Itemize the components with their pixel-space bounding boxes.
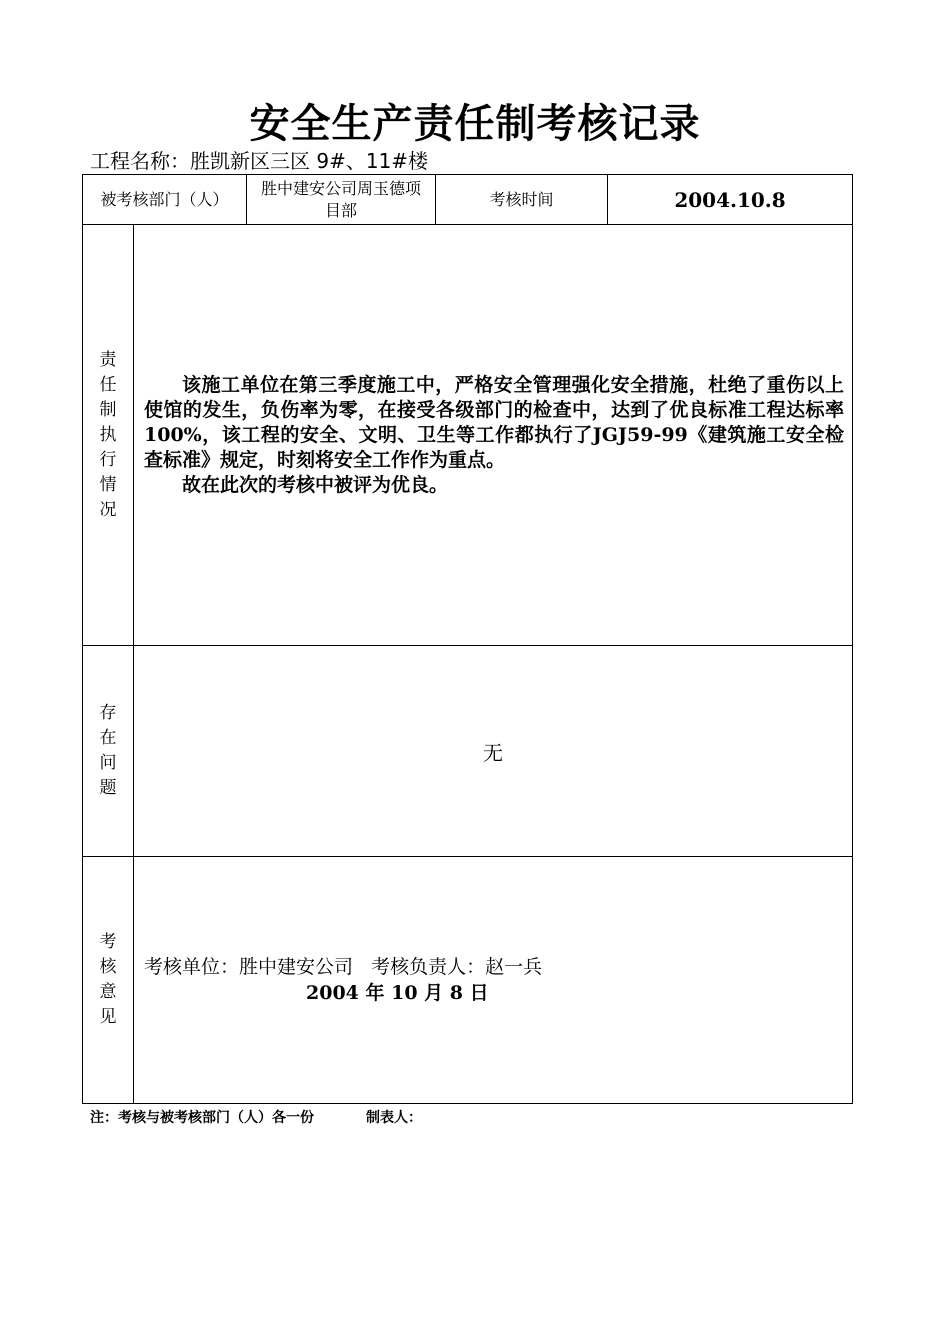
label-char: 制 — [99, 399, 117, 420]
maker-label: 制表人： — [366, 1110, 422, 1126]
time-value: 2004.10.8 — [608, 175, 853, 225]
label-char: 况 — [99, 499, 117, 520]
opinion-date: 2004 年 10 月 8 日 — [306, 982, 489, 1004]
problems-value: 无 — [134, 646, 853, 857]
note-text: 注：考核与被考核部门（人）各一份 — [90, 1110, 314, 1126]
execution-conclusion: 故在此次的考核中被评为优良。 — [182, 473, 449, 496]
label-char: 任 — [99, 374, 117, 395]
label-char: 执 — [99, 424, 117, 445]
opinion-signers: 考核单位：胜中建安公司 考核负责人：赵一兵 — [144, 956, 543, 978]
label-char: 意 — [99, 982, 117, 1002]
label-char: 问 — [99, 753, 117, 773]
label-char: 情 — [99, 474, 117, 495]
record-table — [82, 174, 853, 1104]
execution-content — [134, 225, 853, 646]
label-char: 考 — [99, 932, 117, 952]
footer-note — [90, 1108, 422, 1128]
opinion-row — [83, 857, 853, 1104]
execution-label — [83, 225, 134, 646]
problems-row — [83, 646, 853, 857]
label-char: 责 — [99, 349, 117, 370]
opinion-label — [83, 857, 134, 1104]
execution-row — [83, 225, 853, 646]
label-char: 见 — [99, 1007, 117, 1027]
department-value: 胜中建安公司周玉德项目部 — [247, 175, 436, 225]
problems-label — [83, 646, 134, 857]
document-title: 安全生产责任制考核记录 — [249, 101, 701, 147]
label-char: 核 — [99, 957, 117, 977]
label-char: 在 — [99, 728, 117, 748]
department-label: 被考核部门（人） — [83, 175, 247, 225]
time-label: 考核时间 — [436, 175, 608, 225]
opinion-content — [134, 857, 853, 1104]
label-char: 存 — [99, 703, 117, 723]
execution-paragraph: 该施工单位在第三季度施工中，严格安全管理强化安全措施，杜绝了重伤以上使馆的发生，负伤率为零，在接受各级部门的检查中，达到了优良标准工程达标率 100%，该工程的安全、文明、卫生等工作都执行了JGJ59-99《建筑施工安全检查标准》规定，时刻将安全工作作为重点。 — [144, 373, 845, 471]
label-char: 行 — [99, 449, 117, 470]
header-row — [83, 175, 853, 225]
project-name: 工程名称：胜凯新区三区 9#、11#楼 — [90, 149, 429, 173]
label-char: 题 — [99, 778, 117, 798]
